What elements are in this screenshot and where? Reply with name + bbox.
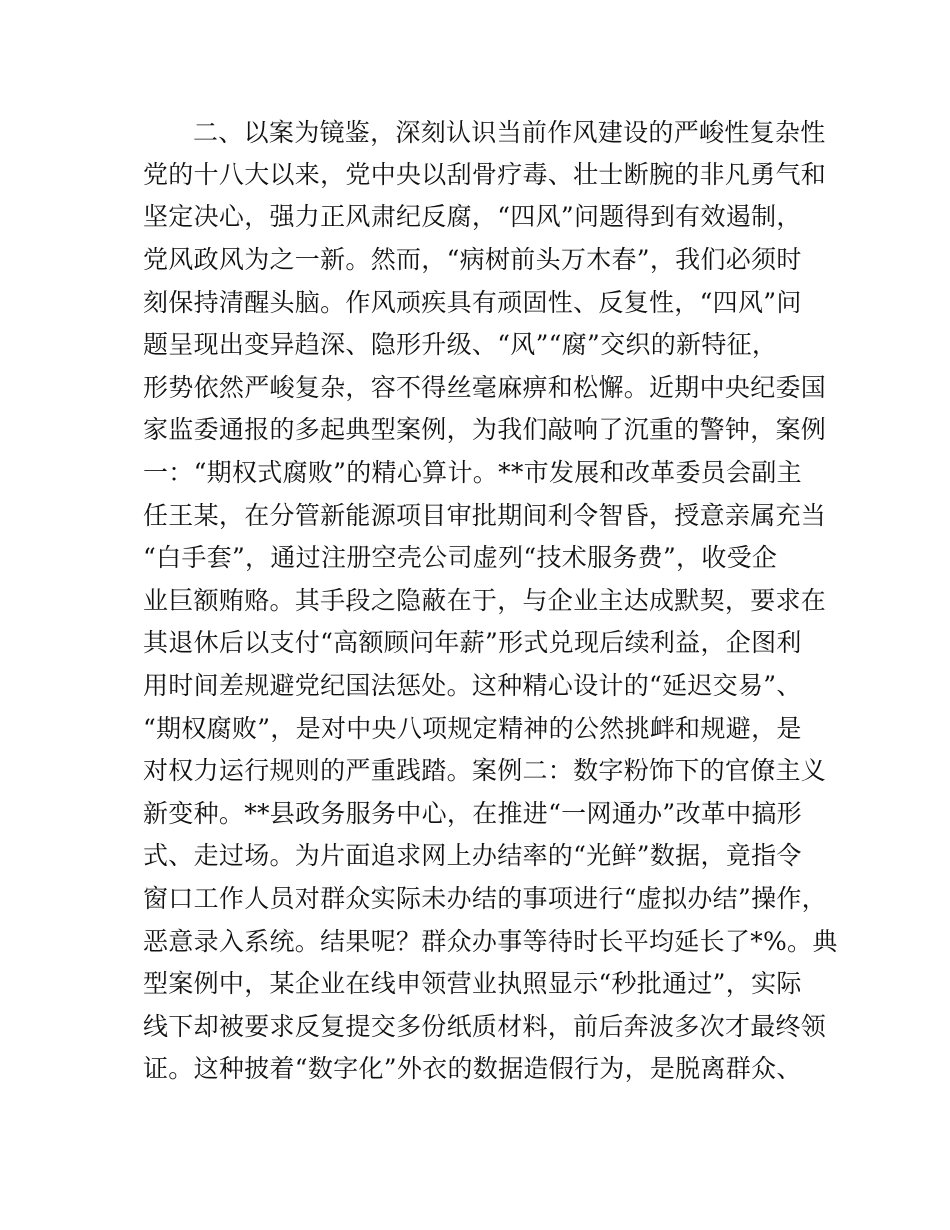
paragraph-line: “白手套”，通过注册空壳公司虚列“技术服务费”，收受企	[143, 543, 778, 572]
paragraph-line: 业巨额贿赂。其手段之隐蔽在于，与企业主达成默契，要求在	[143, 586, 827, 615]
paragraph-line: 家监委通报的多起典型案例，为我们敲响了沉重的警钟，案例	[143, 415, 827, 444]
paragraph-line: 党风政风为之一新。然而，“病树前头万木春”，我们必须时	[143, 245, 802, 274]
paragraph-line: 新变种。**县政务服务中心，在推进“一网通办”改革中搞形	[143, 799, 802, 828]
section-heading: 二、以案为镜鉴，深刻认识当前作风建设的严峻性复杂性	[193, 118, 826, 147]
paragraph-line: 恶意录入系统。结果呢？群众办事等待时长平均延长了*%。典	[143, 927, 838, 956]
paragraph-line: 用时间差规避党纪国法惩处。这种精心设计的“延迟交易”、	[143, 671, 802, 700]
paragraph-line: 题呈现出变异趋深、隐形升级、“风”“腐”交织的新特征，	[143, 330, 778, 359]
paragraph-line: 形势依然严峻复杂，容不得丝毫麻痹和松懈。近期中央纪委国	[143, 373, 827, 402]
paragraph-line: 刻保持清醒头脑。作风顽疾具有顽固性、反复性，“四风”问	[143, 288, 802, 317]
paragraph-line: 对权力运行规则的严重践踏。案例二：数字粉饰下的官僚主义	[143, 756, 827, 785]
paragraph-line: 线下却被要求反复提交多份纸质材料，前后奔波多次才最终领	[143, 1012, 827, 1041]
paragraph-line: 证。这种披着“数字化”外衣的数据造假行为，是脱离群众、	[143, 1054, 802, 1083]
paragraph-line: 式、走过场。为片面追求网上办结率的“光鲜”数据，竟指令	[143, 841, 802, 870]
paragraph-line: 任王某，在分管新能源项目审批期间利令智昏，授意亲属充当	[143, 501, 827, 530]
paragraph-line: 党的十八大以来，党中央以刮骨疗毒、壮士断腕的非凡勇气和	[143, 160, 827, 189]
paragraph-line: 型案例中，某企业在线申领营业执照显示“秒批通过”，实际	[143, 969, 802, 998]
paragraph-line: “期权腐败”，是对中央八项规定精神的公然挑衅和规避，是	[143, 714, 802, 743]
paragraph-line: 坚定决心，强力正风肃纪反腐，“四风”问题得到有效遏制，	[143, 202, 802, 231]
paragraph-line: 窗口工作人员对群众实际未办结的事项进行“虚拟办结”操作，	[143, 884, 827, 913]
paragraph-line: 一：“期权式腐败”的精心算计。**市发展和改革委员会副主	[143, 458, 802, 487]
paragraph-line: 其退休后以支付“高额顾问年薪”形式兑现后续利益，企图利	[143, 628, 802, 657]
